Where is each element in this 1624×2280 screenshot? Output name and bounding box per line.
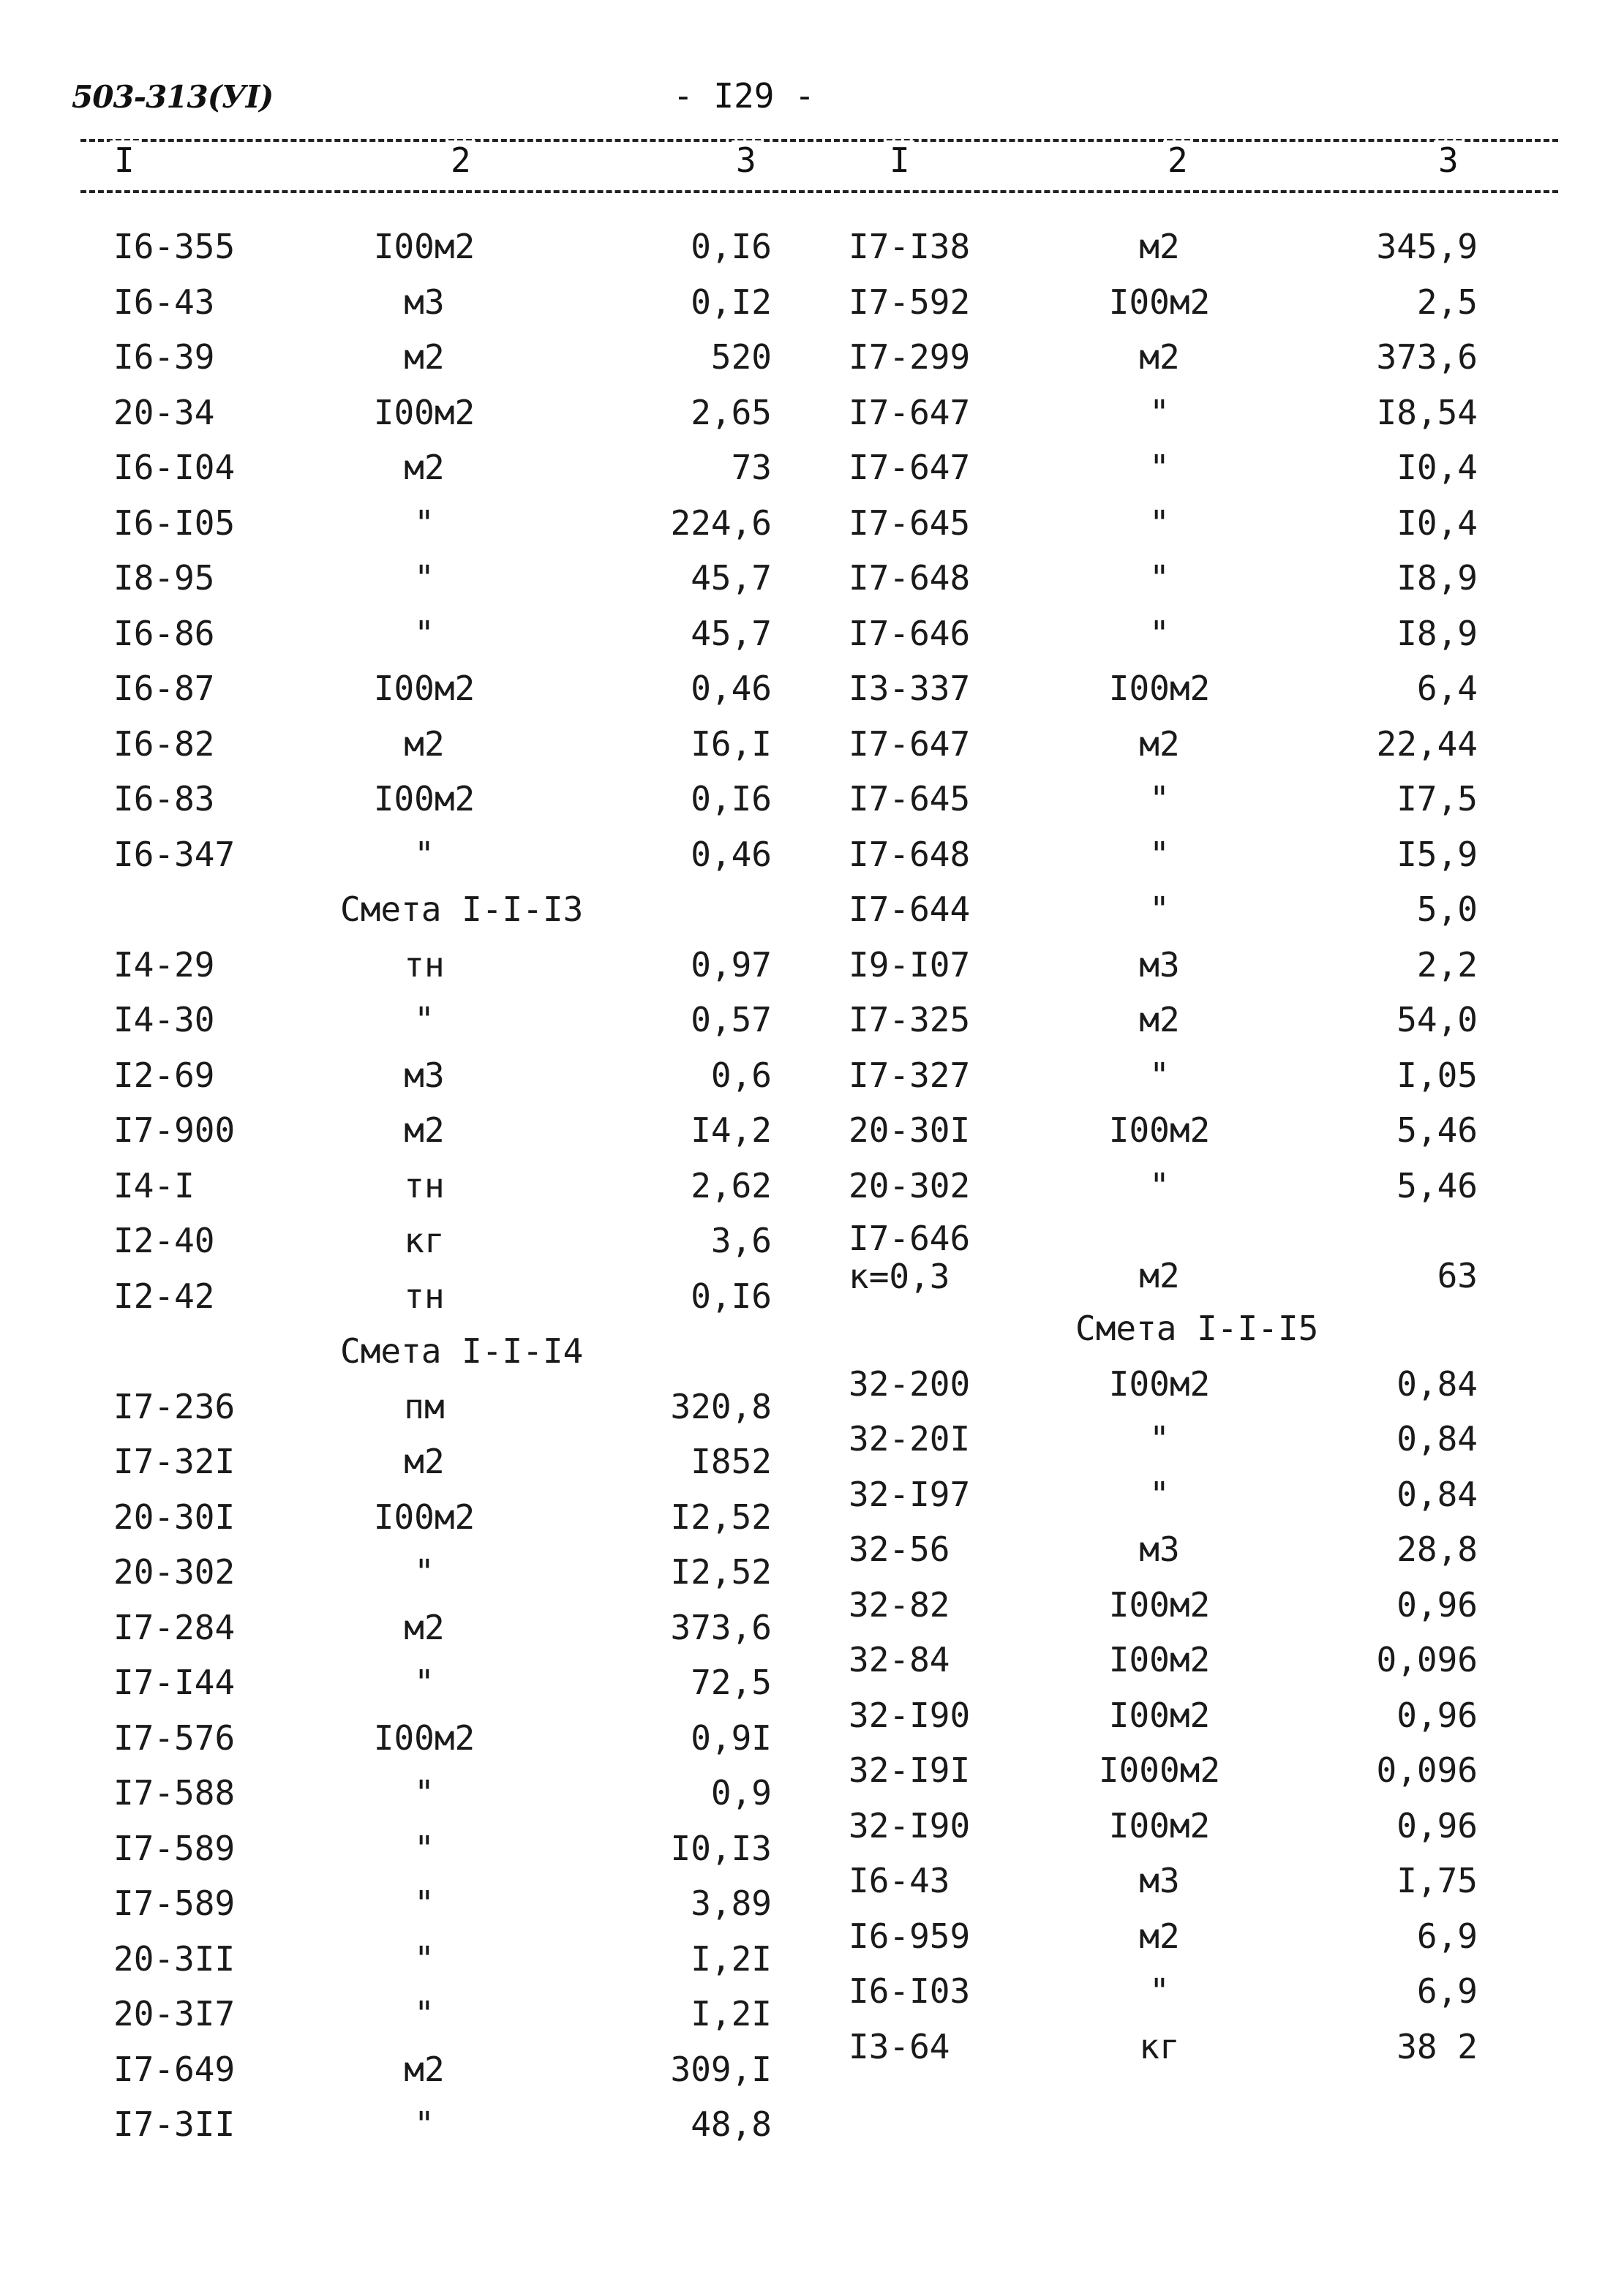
rate-code: I6-355 — [113, 227, 236, 266]
unit: I000м2 — [1098, 1750, 1221, 1790]
quantity: 309,I — [670, 2049, 772, 2089]
quantity: 45,7 — [691, 613, 772, 653]
table-row — [849, 1048, 1478, 1104]
unit: " — [1149, 834, 1170, 874]
rate-code: 32-82 — [849, 1584, 950, 1625]
quantity: 3,89 — [691, 1884, 772, 1923]
table-row — [113, 1214, 772, 1269]
rate-code: I7-589 — [113, 1828, 236, 1868]
left-table-column — [113, 219, 772, 2153]
unit: " — [1149, 1419, 1170, 1459]
section-heading — [849, 1301, 1478, 1357]
quantity: 224,6 — [670, 503, 772, 543]
table-row — [849, 1159, 1478, 1214]
quantity: 0,84 — [1396, 1419, 1478, 1459]
table-row — [113, 1103, 772, 1159]
table-row — [113, 1821, 772, 1877]
table-row — [849, 1103, 1478, 1159]
table-row — [113, 1987, 772, 2042]
table-row — [113, 938, 772, 993]
table-row — [113, 1655, 772, 1711]
rate-code: I7-284 — [113, 1607, 236, 1647]
quantity: 6,4 — [1416, 669, 1478, 708]
unit: " — [1149, 1971, 1170, 2011]
unit: м2 — [404, 2049, 445, 2089]
unit: I00м2 — [373, 779, 475, 819]
unit: " — [1149, 392, 1170, 432]
rate-code: I4-I — [113, 1165, 195, 1205]
quantity: I8,54 — [1376, 392, 1478, 432]
unit: м2 — [404, 448, 445, 487]
rate-code: I6-82 — [113, 723, 215, 764]
quantity: 28,8 — [1396, 1530, 1478, 1569]
rate-code: I2-42 — [113, 1276, 215, 1316]
table-row — [113, 385, 772, 441]
table-row — [849, 551, 1478, 606]
quantity: 2,5 — [1416, 282, 1478, 322]
rate-code: 32-84 — [849, 1640, 950, 1679]
rate-code — [849, 1219, 970, 1295]
rate-code: I7-645 — [849, 503, 971, 543]
table-row — [849, 440, 1478, 496]
rate-code: I4-29 — [113, 944, 215, 985]
unit: I00м2 — [1108, 1640, 1211, 1679]
table-row — [113, 440, 772, 496]
unit: м2 — [404, 337, 445, 377]
unit: I00м2 — [1108, 1584, 1211, 1625]
table-row — [849, 606, 1478, 662]
quantity: I7,5 — [1396, 779, 1478, 819]
rate-code: I7-299 — [849, 337, 971, 377]
coefficient-note: к=0,3 — [849, 1257, 950, 1296]
quantity: 5,46 — [1396, 1110, 1478, 1150]
unit: м2 — [404, 1442, 445, 1481]
unit: " — [414, 1552, 435, 1592]
header-divider-bottom — [80, 190, 1558, 193]
rate-code-line: I7-646 — [849, 1219, 971, 1258]
quantity: 0,I2 — [691, 282, 772, 322]
unit: м3 — [404, 282, 445, 322]
rate-code: 32-56 — [849, 1530, 950, 1569]
table-row — [113, 1269, 772, 1325]
quantity: I,2I — [691, 1994, 772, 2033]
table-row — [113, 661, 772, 717]
quantity: I0,I3 — [670, 1828, 772, 1868]
table-row — [113, 993, 772, 1048]
unit: м2 — [1139, 723, 1180, 764]
table-row — [849, 1578, 1478, 1633]
table-row — [849, 1799, 1478, 1854]
quantity: 5,0 — [1416, 889, 1478, 929]
table-row — [849, 1743, 1478, 1799]
quantity: I2,52 — [670, 1497, 772, 1537]
table-row — [849, 496, 1478, 552]
header-divider-top — [80, 139, 1558, 142]
table-row — [849, 1412, 1478, 1467]
unit: м2 — [1139, 1916, 1180, 1956]
unit: пм — [404, 1386, 445, 1426]
table-row — [113, 551, 772, 606]
header-col-1: I — [110, 140, 139, 180]
table-row — [849, 717, 1478, 772]
rate-code: I7-592 — [849, 282, 971, 322]
unit: I00м2 — [373, 669, 475, 708]
table-row — [113, 1876, 772, 1932]
unit: кг — [404, 1221, 445, 1260]
quantity: I,75 — [1396, 1861, 1478, 1900]
rate-code: I7-647 — [849, 723, 971, 764]
quantity: I852 — [691, 1442, 772, 1481]
unit: I00м2 — [1108, 669, 1211, 708]
table-row — [849, 1214, 1478, 1301]
unit: м2 — [404, 1110, 445, 1150]
quantity: I2,52 — [670, 1552, 772, 1592]
header-col-6: 3 — [1434, 140, 1463, 180]
quantity: 345,9 — [1376, 227, 1478, 266]
table-row — [113, 1490, 772, 1546]
quantity: 0,9 — [710, 1773, 772, 1813]
rate-code: 32-I90 — [849, 1695, 971, 1735]
unit: " — [414, 2104, 435, 2144]
unit: " — [1149, 613, 1170, 653]
header-col-2: 2 — [446, 140, 475, 180]
quantity: I,05 — [1396, 1055, 1478, 1095]
quantity: 0,96 — [1396, 1805, 1478, 1846]
unit: " — [1149, 1165, 1170, 1205]
unit: I00м2 — [1108, 1363, 1211, 1404]
unit: " — [1149, 448, 1170, 487]
unit: м2 — [404, 723, 445, 764]
rate-code: 20-3I7 — [113, 1994, 236, 2033]
table-row — [849, 1688, 1478, 1744]
quantity: 38 2 — [1396, 2026, 1478, 2066]
table-row — [849, 827, 1478, 883]
rate-code: I2-40 — [113, 1221, 215, 1260]
table-row — [113, 330, 772, 385]
quantity: 48,8 — [691, 2104, 772, 2144]
rate-code: I7-646 — [849, 613, 971, 653]
unit: " — [414, 613, 435, 653]
rate-code: I7-I44 — [113, 1663, 236, 1702]
table-row — [849, 1854, 1478, 1909]
table-row — [113, 1600, 772, 1656]
unit: I00м2 — [1108, 282, 1211, 322]
table-row — [113, 2042, 772, 2098]
quantity: 2,2 — [1416, 944, 1478, 985]
table-row — [113, 2097, 772, 2153]
table-row — [849, 938, 1478, 993]
table-row — [849, 1964, 1478, 2020]
table-row — [849, 1357, 1478, 1412]
quantity: I5,9 — [1396, 834, 1478, 874]
rate-code: I6-86 — [113, 613, 215, 653]
rate-code: I3-64 — [849, 2026, 950, 2066]
quantity: 0,46 — [691, 669, 772, 708]
table-row — [849, 772, 1478, 827]
rate-code: I6-87 — [113, 669, 215, 708]
quantity: 6,9 — [1416, 1916, 1478, 1956]
section-heading-text: Смета I-I-I5 — [1075, 1309, 1319, 1348]
unit: м2 — [1139, 1256, 1180, 1295]
unit: " — [414, 1828, 435, 1868]
quantity: I8,9 — [1396, 613, 1478, 653]
table-row — [113, 275, 772, 331]
unit: " — [414, 1773, 435, 1813]
unit: кг — [1139, 2026, 1180, 2066]
table-row — [849, 330, 1478, 385]
rate-code: 32-20I — [849, 1419, 971, 1459]
rate-code: I7-327 — [849, 1055, 971, 1095]
rate-code: I6-I03 — [849, 1971, 971, 2011]
quantity: 0,9I — [691, 1717, 772, 1758]
page-number: - I29 - — [673, 76, 815, 116]
quantity: 0,I6 — [691, 1276, 772, 1316]
unit: тн — [404, 944, 445, 985]
rate-code: 20-3II — [113, 1938, 236, 1979]
table-row — [849, 2020, 1478, 2075]
rate-code: I6-I04 — [113, 448, 236, 487]
table-row — [849, 882, 1478, 938]
rate-code: 20-30I — [849, 1110, 971, 1150]
unit: I00м2 — [373, 1497, 475, 1537]
rate-code: I7-648 — [849, 558, 971, 598]
unit: м3 — [1139, 1861, 1180, 1900]
unit: " — [414, 558, 435, 598]
table-row — [113, 1766, 772, 1821]
rate-code: I7-649 — [113, 2049, 236, 2089]
rate-code: I6-347 — [113, 834, 236, 874]
rate-code: 20-34 — [113, 392, 215, 432]
unit: I00м2 — [1108, 1695, 1211, 1735]
rate-code: 32-I9I — [849, 1750, 971, 1790]
table-row — [113, 606, 772, 662]
unit: I00м2 — [373, 227, 475, 266]
unit: тн — [404, 1276, 445, 1316]
table-row — [113, 1159, 772, 1214]
quantity: 0,6 — [710, 1055, 772, 1095]
unit: м2 — [1139, 337, 1180, 377]
table-row — [849, 219, 1478, 275]
section-heading — [113, 1324, 772, 1380]
rate-code: I6-I05 — [113, 503, 236, 543]
unit: м2 — [404, 1607, 445, 1647]
quantity: 22,44 — [1376, 723, 1478, 764]
rate-code: I6-43 — [849, 1861, 950, 1900]
quantity: I,2I — [691, 1938, 772, 1979]
table-row — [849, 275, 1478, 331]
rate-code: I9-I07 — [849, 944, 971, 985]
table-row — [113, 219, 772, 275]
quantity: 45,7 — [691, 558, 772, 598]
unit: м2 — [1139, 1000, 1180, 1039]
rate-code: 32-I97 — [849, 1474, 971, 1514]
quantity: 0,I6 — [691, 779, 772, 819]
quantity: 0,96 — [1396, 1584, 1478, 1625]
quantity: 0,96 — [1396, 1695, 1478, 1735]
header-col-4: I — [885, 140, 914, 180]
table-row — [113, 1711, 772, 1767]
quantity: I4,2 — [691, 1110, 772, 1150]
rate-code: I6-83 — [113, 779, 215, 819]
unit: I00м2 — [373, 1717, 475, 1758]
header-col-5: 2 — [1163, 140, 1192, 180]
quantity: 0,57 — [691, 1000, 772, 1039]
quantity: 0,46 — [691, 834, 772, 874]
rate-code: 20-30I — [113, 1497, 236, 1537]
quantity: 72,5 — [691, 1663, 772, 1702]
quantity: 54,0 — [1396, 1000, 1478, 1039]
table-row — [113, 1545, 772, 1600]
rate-code: I7-588 — [113, 1773, 236, 1813]
rate-code: I7-236 — [113, 1386, 236, 1426]
table-row — [849, 1909, 1478, 1965]
unit: " — [414, 1663, 435, 1702]
rate-code: I7-647 — [849, 392, 971, 432]
unit: м3 — [1139, 1530, 1180, 1569]
rate-code: I7-900 — [113, 1110, 236, 1150]
quantity: 520 — [710, 337, 772, 377]
rate-code: I4-30 — [113, 1000, 215, 1039]
table-row — [113, 772, 772, 827]
rate-code: I7-647 — [849, 448, 971, 487]
quantity: 2,62 — [691, 1165, 772, 1205]
unit: " — [414, 1938, 435, 1979]
unit: м2 — [1139, 227, 1180, 266]
quantity: 373,6 — [670, 1607, 772, 1647]
unit: I00м2 — [1108, 1110, 1211, 1150]
section-heading — [113, 882, 772, 938]
rate-code: I7-325 — [849, 1000, 971, 1039]
unit: м3 — [404, 1055, 445, 1095]
unit: I00м2 — [373, 392, 475, 432]
table-row — [849, 661, 1478, 717]
quantity: 373,6 — [1376, 337, 1478, 377]
rate-code: 32-200 — [849, 1363, 971, 1404]
rate-code: I8-95 — [113, 558, 215, 598]
unit: " — [1149, 779, 1170, 819]
rate-code: I7-576 — [113, 1717, 236, 1758]
table-row — [849, 993, 1478, 1048]
table-row — [113, 1380, 772, 1435]
rate-code: I6-959 — [849, 1916, 971, 1956]
quantity: 0,096 — [1376, 1640, 1478, 1679]
quantity: I0,4 — [1396, 503, 1478, 543]
rate-code: 20-302 — [113, 1552, 236, 1592]
unit: " — [414, 1000, 435, 1039]
table-row — [849, 1522, 1478, 1578]
section-heading-text: Смета I-I-I4 — [340, 1331, 584, 1371]
quantity: 6,9 — [1416, 1971, 1478, 2011]
rate-code: I7-648 — [849, 834, 971, 874]
table-row — [113, 1048, 772, 1104]
rate-code: I6-43 — [113, 282, 215, 322]
unit: " — [1149, 558, 1170, 598]
quantity: 0,096 — [1376, 1750, 1478, 1790]
unit: " — [414, 503, 435, 543]
unit: " — [414, 834, 435, 874]
table-row — [113, 496, 772, 552]
quantity: 0,84 — [1396, 1474, 1478, 1514]
rate-code: I7-32I — [113, 1442, 236, 1481]
table-row — [849, 1633, 1478, 1688]
quantity: 0,I6 — [691, 227, 772, 266]
quantity: I8,9 — [1396, 558, 1478, 598]
quantity: 0,84 — [1396, 1363, 1478, 1404]
unit: " — [1149, 1055, 1170, 1095]
section-heading-text: Смета I-I-I3 — [340, 889, 584, 929]
unit: " — [1149, 503, 1170, 543]
header-col-3: 3 — [732, 140, 761, 180]
rate-code: I7-I38 — [849, 227, 971, 266]
unit: тн — [404, 1165, 445, 1205]
rate-code: 20-302 — [849, 1165, 971, 1205]
unit: I00м2 — [1108, 1805, 1211, 1846]
quantity: 63 — [1437, 1256, 1478, 1295]
right-table-column — [849, 219, 1478, 2074]
unit: " — [414, 1994, 435, 2033]
rate-code: I7-645 — [849, 779, 971, 819]
rate-code: I7-644 — [849, 889, 971, 929]
quantity: 5,46 — [1396, 1165, 1478, 1205]
quantity: 2,65 — [691, 392, 772, 432]
unit: " — [1149, 889, 1170, 929]
quantity: I0,4 — [1396, 448, 1478, 487]
table-row — [113, 717, 772, 772]
table-row — [113, 1932, 772, 1987]
rate-code: I7-3II — [113, 2104, 236, 2144]
quantity: I6,I — [691, 723, 772, 764]
unit: м3 — [1139, 944, 1180, 985]
table-row — [113, 1434, 772, 1490]
rate-code: I6-39 — [113, 337, 215, 377]
unit: " — [414, 1884, 435, 1923]
rate-code: I7-589 — [113, 1884, 236, 1923]
rate-code: I3-337 — [849, 669, 971, 708]
quantity: 0,97 — [691, 944, 772, 985]
table-row — [113, 827, 772, 883]
table-row — [849, 385, 1478, 441]
rate-code: 32-I90 — [849, 1805, 971, 1846]
document-code: 503-313(УI) — [72, 79, 274, 115]
table-row — [849, 1467, 1478, 1523]
table-header — [80, 132, 1558, 205]
quantity: 3,6 — [710, 1221, 772, 1260]
rate-code: I2-69 — [113, 1055, 215, 1095]
quantity: 73 — [731, 448, 772, 487]
quantity: 320,8 — [670, 1386, 772, 1426]
unit: " — [1149, 1474, 1170, 1514]
